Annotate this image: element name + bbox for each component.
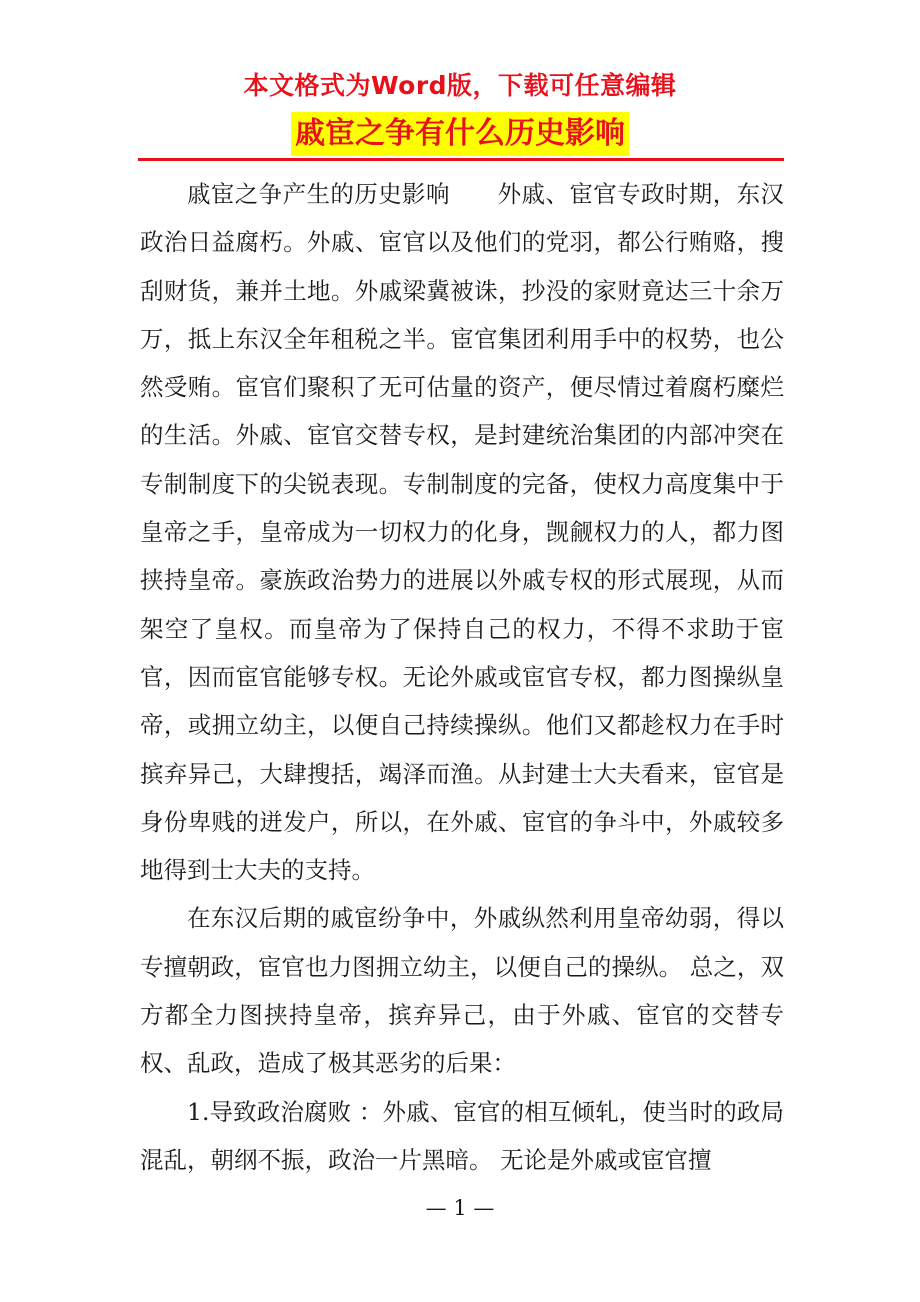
- paragraph-1: 戚宦之争产生的历史影响 外戚、宦官专政时期，东汉政治日益腐朽。外戚、宦官以及他们的党羽，都公行贿赂，搜刮财货，兼并土地。外戚梁冀被诛，抄没的家财竟达三十余万万，抵上东汉全年租税之半。宦官集团利用手中的权势，也公然受贿。宦官们聚积了无可估量的资产，便尽情过着腐朽糜烂的生活。外戚、宦官交替专权，是封建统治集团的内部冲突在专制制度下的尖锐表现。专制制度的完备，使权力高度集中于皇帝之手，皇帝成为一切权力的化身，觊觎权力的人，都力图挟持皇帝。豪族政治势力的进展以外戚专权的形式展现，从而架空了皇权。而皇帝为了保持自己的权力，不得不求助于宦官，因而宦官能够专权。无论外戚或宦官专权，都力图操纵皇帝，或拥立幼主，以便自己持续操纵。他们又都趁权力在手时摈弃异己，大肆搜括，竭泽而渔。从封建士大夫看来，宦官是身份卑贱的迸发户，所以，在外戚、宦官的争斗中，外戚较多地得到士大夫的支持。: [140, 180, 784, 885]
- document-body: [140, 170, 784, 1184]
- format-notice: 本文格式为Word版，下载可任意编辑: [243, 71, 677, 100]
- paragraph-3: 1.导致政治腐败 ：外戚、宦官的相互倾轧，使当时的政局混乱，朝纲不振，政治一片黑暗。 无论是外戚或宦官擅: [140, 1097, 784, 1174]
- title-divider: [138, 158, 784, 161]
- title-container: [0, 112, 920, 156]
- document-title: 戚宦之争有什么历史影响: [291, 112, 629, 156]
- page-number: — 1 —: [425, 1196, 495, 1220]
- paragraph-2: 在东汉后期的戚宦纷争中，外戚纵然利用皇帝幼弱，得以专擅朝政，宦官也力图拥立幼主，以便自己的操纵。 总之，双方都全力图挟持皇帝，摈弃异己，由于外戚、宦官的交替专权、乱政，造成了极其恶劣的后果：: [140, 904, 784, 1078]
